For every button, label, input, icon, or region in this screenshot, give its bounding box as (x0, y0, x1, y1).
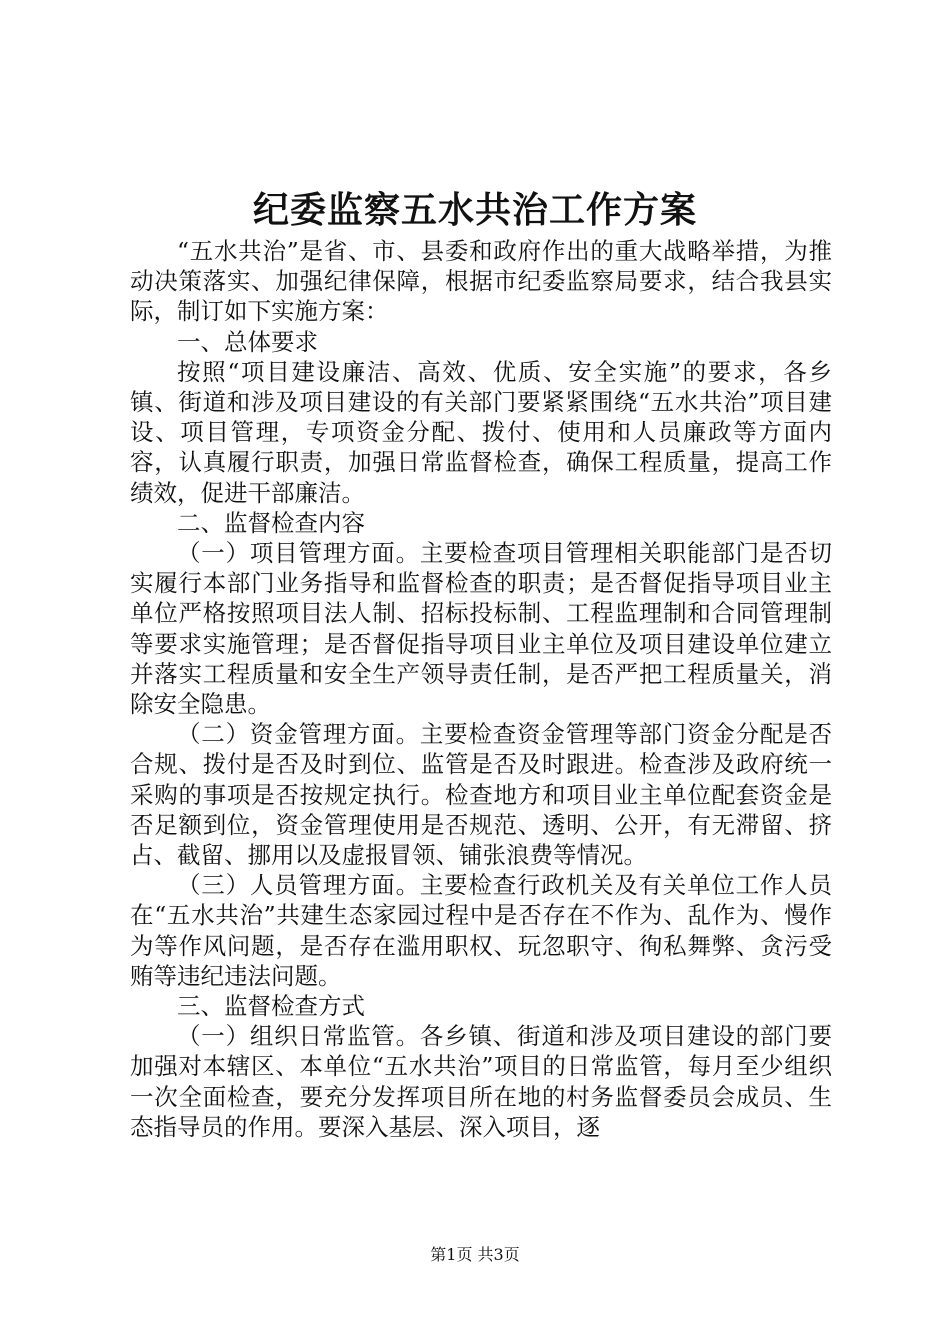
section-heading-general-requirements: 一、总体要求 (177, 327, 318, 356)
intro-paragraph: “五水共治”是省、市、县委和政府作出的重大战略举措，为推动决策落实、加强纪律保障，根据市纪委监察局要求，结合我县实际，制订如下实施方案： (130, 237, 832, 326)
section-heading-inspection-content: 二、监督检查内容 (177, 508, 365, 537)
document-title: 纪委监察五水共治工作方案 (252, 189, 697, 231)
general-requirements-paragraph: 按照“项目建设廉洁、高效、优质、安全实施”的要求，各乡镇、街道和涉及项目建设的有关部门要紧紧围绕“五水共治”项目建设、项目管理，专项资金分配、拨付、使用和人员廉政等方面内容，认真履行职责，加强日常监督检查，确保工程质量，提高工作绩效，促进干部廉洁。 (130, 357, 832, 507)
personnel-management-paragraph: （三）人员管理方面。主要检查行政机关及有关单位工作人员在“五水共治”共建生态家园过程中是否存在不作为、乱作为、慢作为等作风问题，是否存在滥用职权、玩忽职守、徇私舞弊、贪污受贿等违纪违法问题。 (130, 871, 832, 990)
section-heading-inspection-methods: 三、监督检查方式 (177, 992, 365, 1021)
project-management-paragraph: （一）项目管理方面。主要检查项目管理相关职能部门是否切实履行本部门业务指导和监督检查的职责；是否督促指导项目业主单位严格按照项目法人制、招标投标制、工程监理制和合同管理制等要求实施管理；是否督促指导项目业主单位及项目建设单位建立并落实工程质量和安全生产领导责任制，是否严把工程质量关，消除安全隐患。 (130, 539, 832, 719)
page-number-footer: 第1页 共3页 (430, 1245, 520, 1264)
document-body (130, 236, 832, 1142)
daily-supervision-paragraph: （一）组织日常监管。各乡镇、街道和涉及项目建设的部门要加强对本辖区、本单位“五水共治”项目的日常监管，每月至少组织一次全面检查，要充分发挥项目所在地的村务监督委员会成员、生态指导员的作用。要深入基层、深入项目，逐 (130, 1022, 832, 1141)
fund-management-paragraph: （二）资金管理方面。主要检查资金管理等部门资金分配是否合规、拨付是否及时到位、监管是否及时跟进。检查涉及政府统一采购的事项是否按规定执行。检查地方和项目业主单位配套资金是否足额到位，资金管理使用是否规范、透明、公开，有无滞留、挤占、截留、挪用以及虚报冒领、铺张浪费等情况。 (130, 720, 832, 870)
